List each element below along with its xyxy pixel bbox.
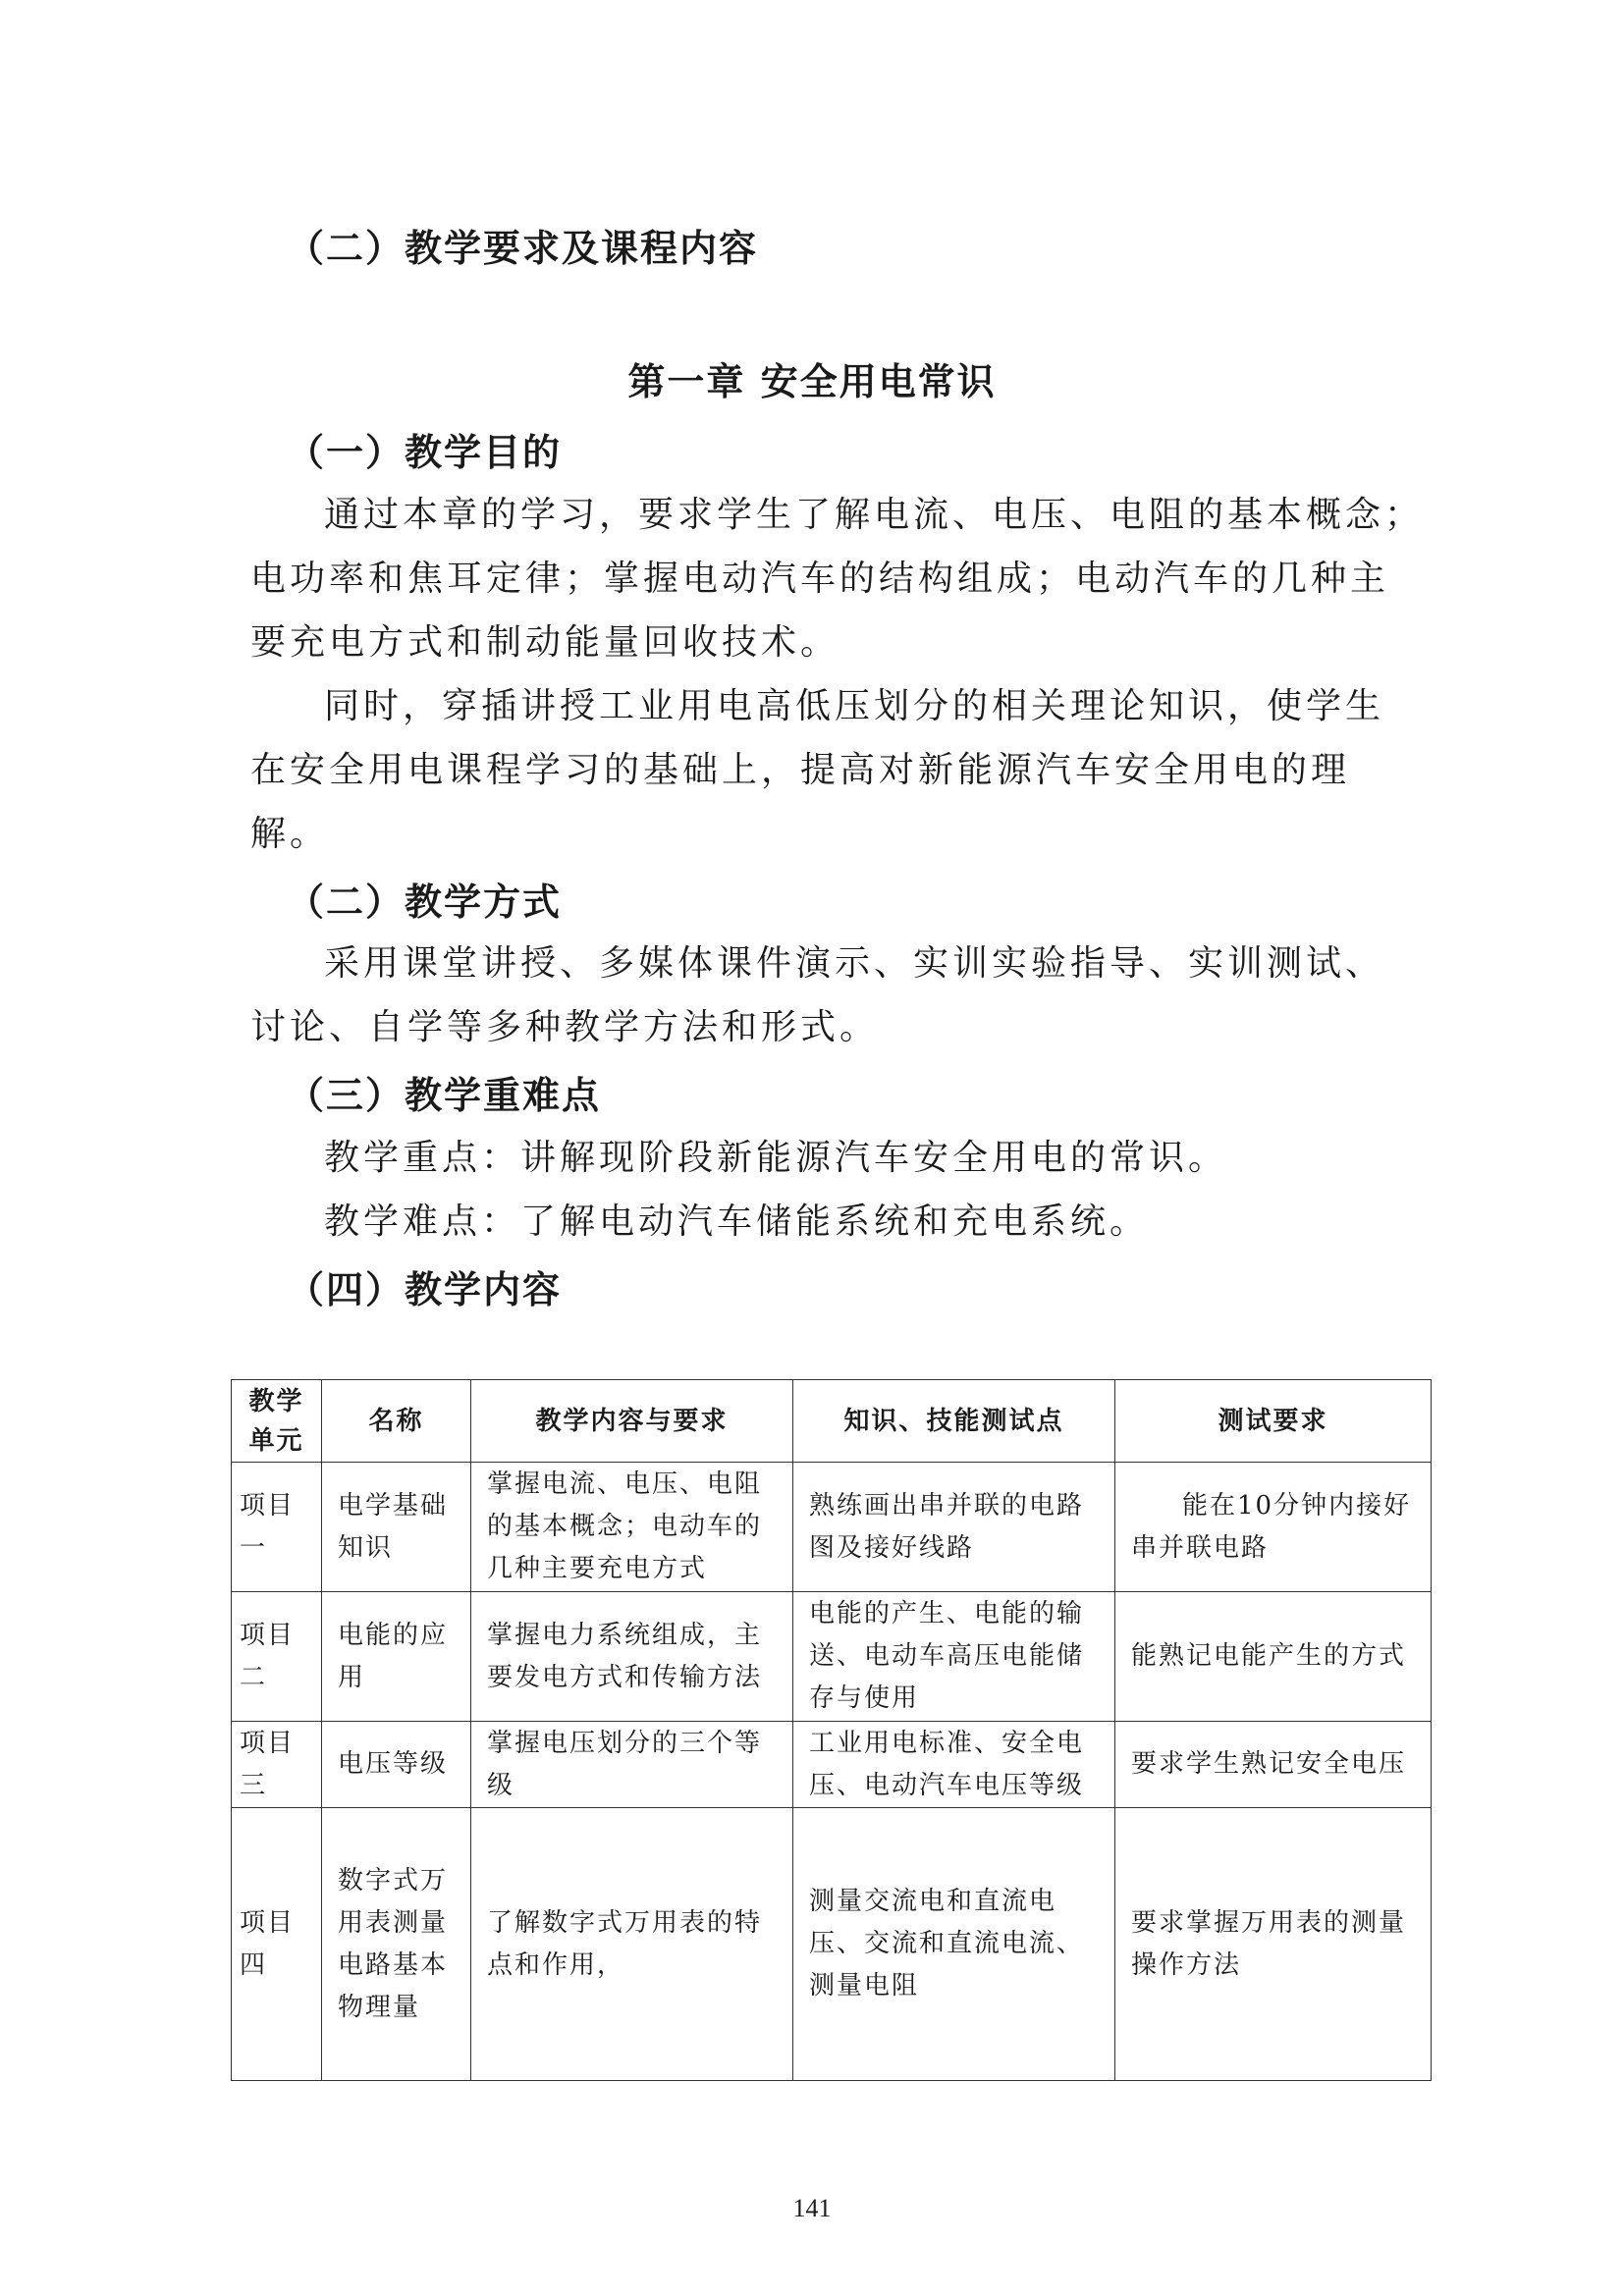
cell-name: 电学基础知识 [322, 1463, 471, 1592]
cell-unit: 项目二 [232, 1592, 322, 1722]
cell-content: 掌握电力系统组成，主要发电方式和传输方法 [471, 1592, 793, 1722]
methods-para-line1: 采用课堂讲授、多媒体课件演示、实训实验指导、实训测试、 [324, 943, 1385, 984]
cell-content: 掌握电流、电压、电阻的基本概念；电动车的几种主要充电方式 [471, 1463, 793, 1592]
content-heading: （四）教学内容 [287, 1267, 563, 1311]
cell-requirement: 能熟记电能产生的方式 [1115, 1592, 1432, 1722]
table-row [232, 1808, 1432, 2081]
header-requirement: 测试要求 [1115, 1380, 1432, 1463]
objectives-para1-line1: 通过本章的学习，要求学生了解电流、电压、电阻的基本概念； [324, 495, 1425, 535]
objectives-para2-line3: 解。 [250, 814, 330, 854]
cell-test-points: 工业用电标准、安全电压、电动汽车电压等级 [793, 1722, 1115, 1808]
cell-requirement: 要求掌握万用表的测量操作方法 [1115, 1808, 1432, 2081]
cell-unit: 项目三 [232, 1722, 322, 1808]
page-number: 141 [792, 2194, 832, 2222]
cell-name: 数字式万用表测量电路基本物理量 [322, 1808, 471, 2081]
key-points-heading: （三）教学重难点 [287, 1073, 602, 1117]
cell-name: 电能的应用 [322, 1592, 471, 1722]
methods-para-line2: 讨论、自学等多种教学方法和形式。 [250, 1007, 880, 1047]
cell-requirement: 能在10分钟内接好串并联电路 [1115, 1463, 1432, 1592]
table-row [232, 1463, 1432, 1592]
cell-name: 电压等级 [322, 1722, 471, 1808]
cell-test-points: 电能的产生、电能的输送、电动车高压电能储存与使用 [793, 1592, 1115, 1722]
key-points-difficulty: 教学难点：了解电动汽车储能系统和充电系统。 [324, 1201, 1150, 1242]
cell-test-points: 熟练画出串并联的电路图及接好线路 [793, 1463, 1115, 1592]
table-row [232, 1592, 1432, 1722]
cell-content: 了解数字式万用表的特点和作用， [471, 1808, 793, 2081]
objectives-para2-line1: 同时，穿插讲授工业用电高低压划分的相关理论知识，使学生 [324, 686, 1385, 726]
objectives-heading: （一）教学目的 [287, 430, 563, 474]
table-header-row [232, 1380, 1432, 1463]
objectives-para1-line3: 要充电方式和制动能量回收技术。 [250, 622, 840, 663]
key-points-focus: 教学重点：讲解现阶段新能源汽车安全用电的常识。 [324, 1138, 1228, 1178]
header-name: 名称 [322, 1380, 471, 1463]
cell-requirement: 要求学生熟记安全电压 [1115, 1722, 1432, 1808]
teaching-content-table [231, 1379, 1432, 2081]
cell-test-points: 测量交流电和直流电压、交流和直流电流、测量电阻 [793, 1808, 1115, 2081]
header-test-points: 知识、技能测试点 [793, 1380, 1115, 1463]
cell-unit: 项目一 [232, 1463, 322, 1592]
chapter-title: 第一章 安全用电常识 [627, 359, 997, 403]
header-unit: 教学单元 [232, 1380, 322, 1463]
table-row [232, 1722, 1432, 1808]
objectives-para2-line2: 在安全用电课程学习的基础上，提高对新能源汽车安全用电的理 [250, 750, 1351, 790]
section-heading: （二）教学要求及课程内容 [287, 226, 759, 270]
cell-unit: 项目四 [232, 1808, 322, 2081]
header-content: 教学内容与要求 [471, 1380, 793, 1463]
cell-content: 掌握电压划分的三个等级 [471, 1722, 793, 1808]
methods-heading: （二）教学方式 [287, 880, 563, 924]
objectives-para1-line2: 电功率和焦耳定律；掌握电动汽车的结构组成；电动汽车的几种主 [250, 559, 1390, 599]
